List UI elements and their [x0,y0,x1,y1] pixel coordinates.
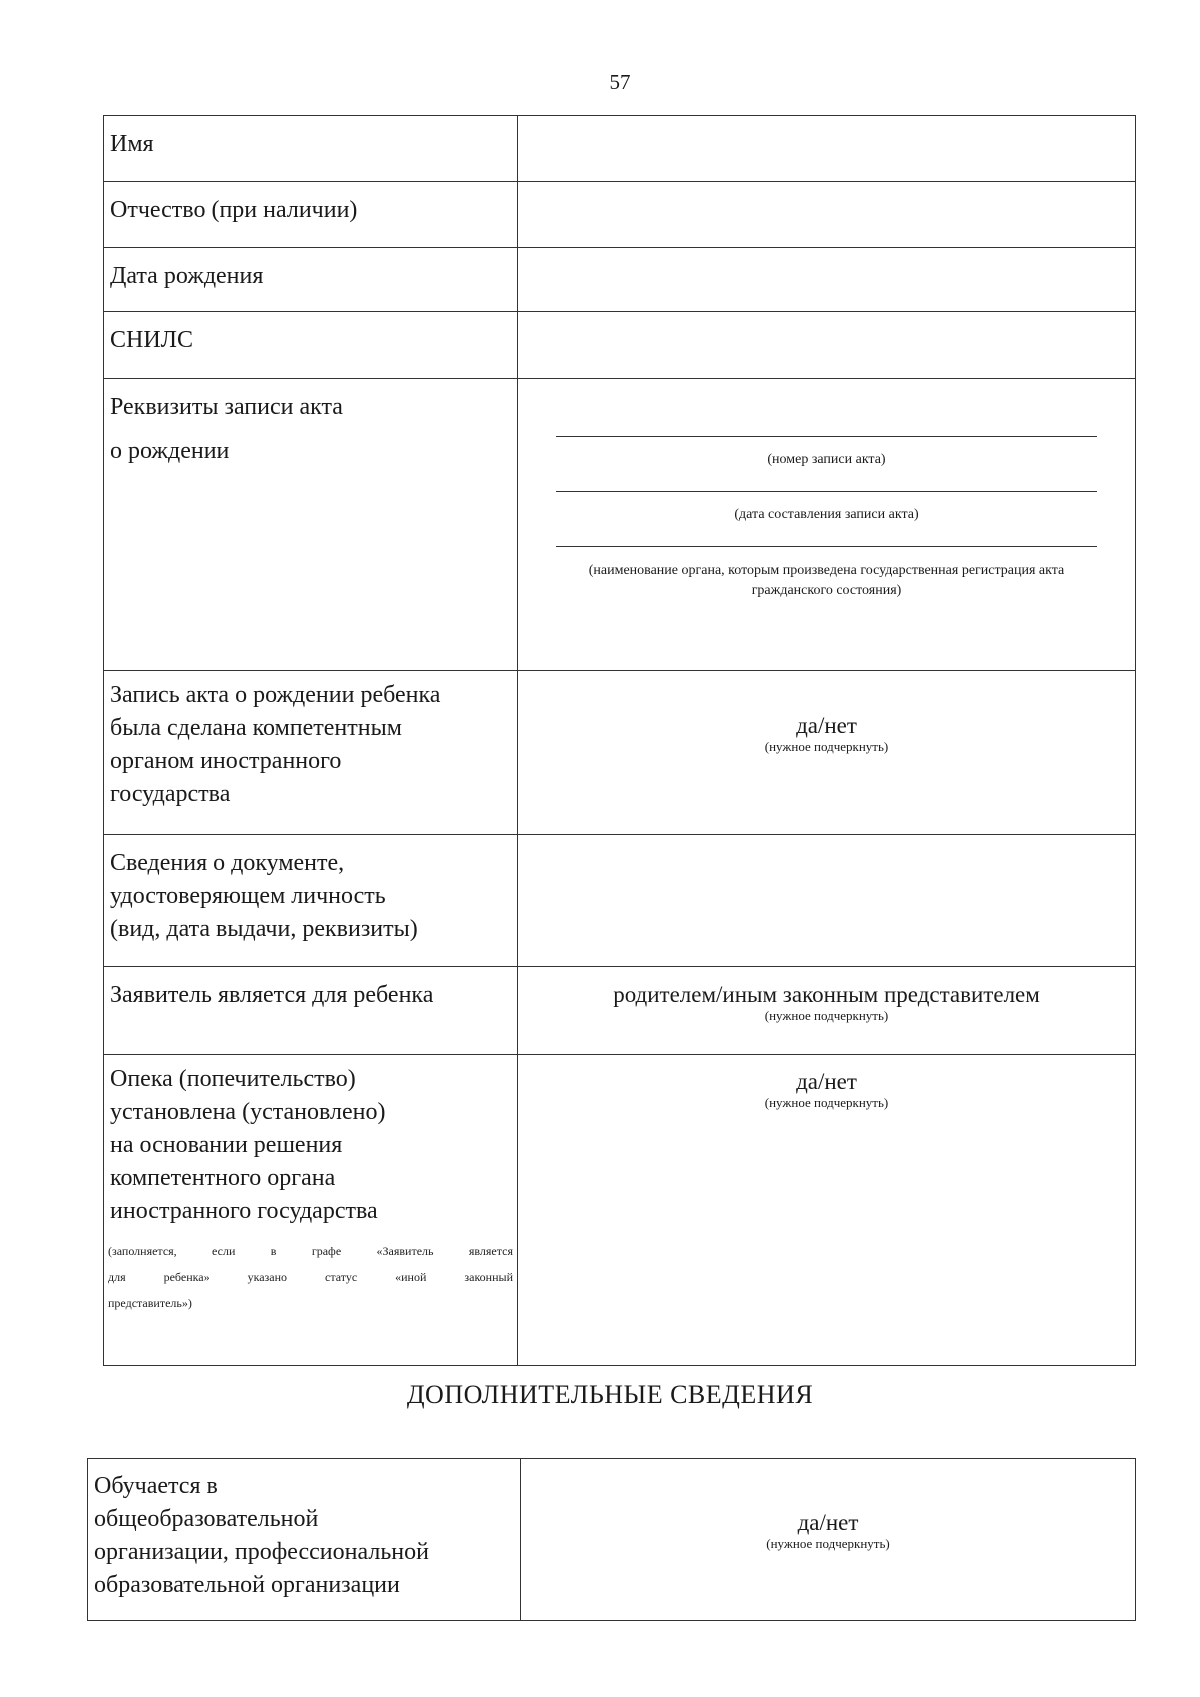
record-date-field[interactable] [518,469,1135,524]
label-cell [104,312,518,379]
registration-authority-field[interactable] [518,524,1135,601]
label-cell [104,835,518,967]
label-cell [104,671,518,835]
education-value-cell [521,1459,1136,1621]
foreign-birth-record-value-cell [518,671,1136,835]
table-row-birth-date [104,248,1136,312]
label-cell [104,379,518,671]
guardianship-value-cell [518,1055,1136,1366]
label-cell [104,182,518,248]
underline-hint: (нужное подчеркнуть) [764,739,889,754]
table-row-applicant-role [104,967,1136,1055]
label-cell [104,116,518,182]
birth-record-label: Реквизиты записи акта о рождении [110,394,343,464]
education-label: Обучается в общеобразовательной организации, профессиональной образовательной организации [94,1473,429,1598]
guardianship-label: Опека (попечительство) установлена (установлено) на основании решения компетентного органа иностранного государства [110,1066,386,1224]
patronymic-label: Отчество (при наличии) [110,197,358,223]
table-row-first-name [104,116,1136,182]
additional-info-table [87,1458,1136,1621]
identity-document-value-cell[interactable] [518,835,1136,967]
yes-no-choice[interactable]: да/нет [796,1069,857,1094]
table-row-identity-document [104,835,1136,967]
guardianship-note: (заполняется, если в графе «Заявитель является для ребенка» указано статус «иной законный представитель») [108,1244,513,1310]
table-row-birth-record-details [104,379,1136,671]
yes-no-choice[interactable]: да/нет [797,1510,859,1535]
first-name-label: Имя [110,131,154,157]
record-number-caption: (номер записи акта) [767,452,886,467]
birth-date-value-cell[interactable] [518,248,1136,312]
section-title: ДОПОЛНИТЕЛЬНЫЕ СВЕДЕНИЯ [406,1380,814,1409]
snils-value-cell[interactable] [518,312,1136,379]
table-row-foreign-birth-record [104,671,1136,835]
label-cell [104,1055,518,1366]
birth-date-label: Дата рождения [110,263,264,289]
patronymic-value-cell[interactable] [518,182,1136,248]
label-cell [104,248,518,312]
table-row-patronymic [104,182,1136,248]
yes-no-choice[interactable]: да/нет [796,713,857,738]
underline-hint: (нужное подчеркнуть) [766,1536,890,1551]
snils-label: СНИЛС [110,327,193,353]
foreign-birth-record-label: Запись акта о рождении ребенка была сделана компетентным органом иностранного государства [110,682,441,807]
birth-record-value-cell [518,379,1136,671]
applicant-role-label: Заявитель является для ребенка [110,982,434,1008]
first-name-value-cell[interactable] [518,116,1136,182]
label-cell [104,967,518,1055]
table-row-education [88,1459,1136,1621]
table-row-guardianship [104,1055,1136,1366]
page-number: 57 [609,70,631,94]
applicant-child-info-table [103,115,1136,1366]
parent-or-guardian-choice[interactable]: родителем/иным законным представителем [613,982,1040,1007]
record-number-field[interactable] [518,379,1135,469]
label-cell [88,1459,521,1621]
record-date-caption: (дата составления записи акта) [734,507,919,522]
table-row-snils [104,312,1136,379]
identity-document-label: Сведения о документе, удостоверяющем личность (вид, дата выдачи, реквизиты) [110,850,418,942]
underline-hint: (нужное подчеркнуть) [764,1008,889,1023]
applicant-role-value-cell [518,967,1136,1055]
underline-hint: (нужное подчеркнуть) [764,1095,889,1110]
registration-authority-caption: (наименование органа, которым произведена государственная регистрация акта гражданского состояния) [588,563,1065,598]
